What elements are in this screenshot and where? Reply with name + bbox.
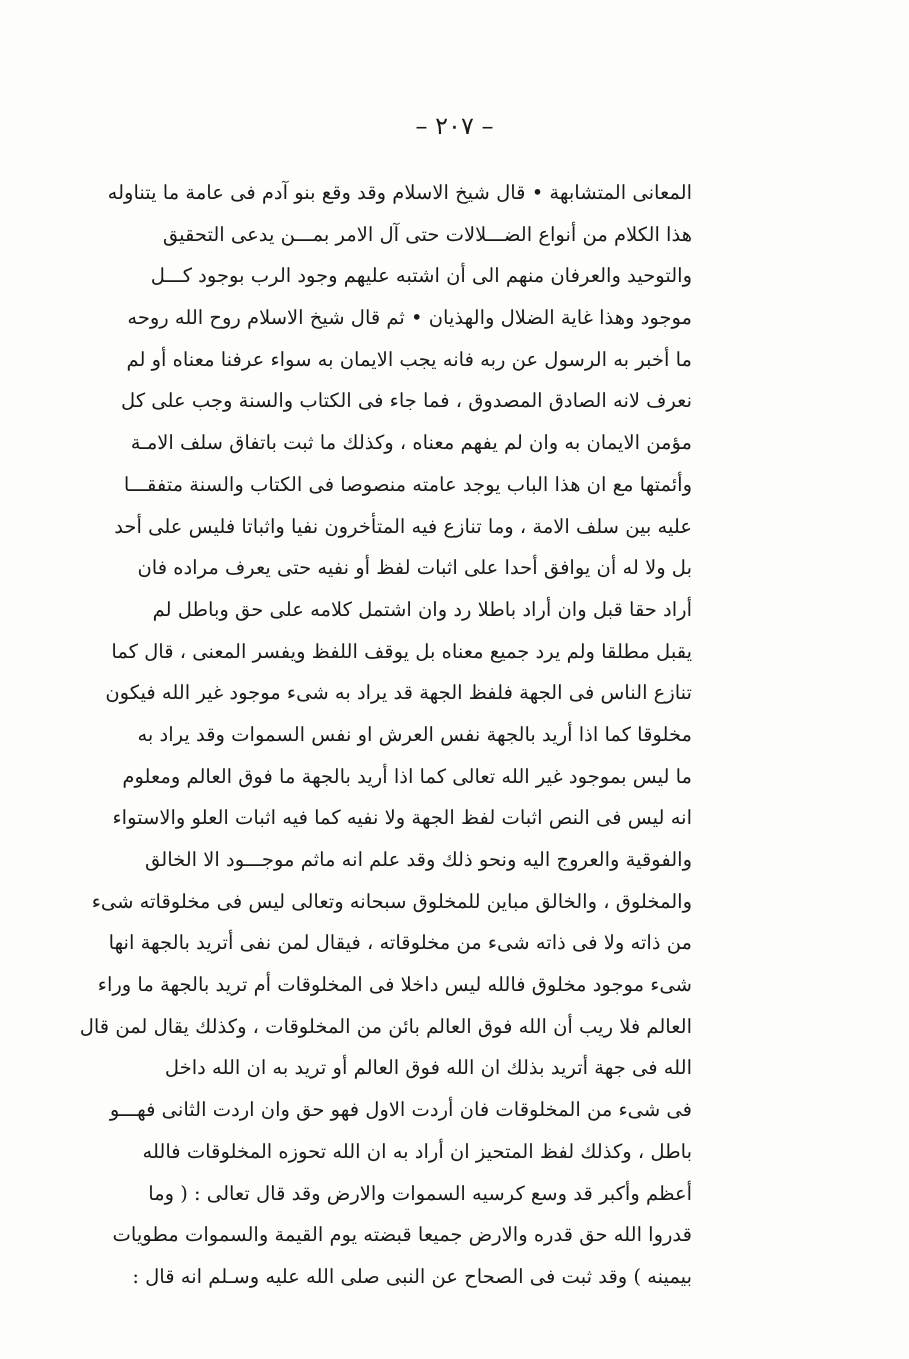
text-line: قدروا الله حق قدره والارض جميعا قبضته يوم القيمة والسموات مطويات (112, 1223, 692, 1247)
page-number: – ٢٠٧ – (415, 112, 494, 140)
text-line: ما ليس بموجود غير الله تعالى كما اذا أريد بالجهة ما فوق العالم ومعلوم (122, 764, 692, 788)
text-line: فى شىء من المخلوقات فان أردت الاول فهو حق وان اردت الثانى فهـــو (109, 1098, 692, 1122)
text-line: موجود وهذا غاية الضلال والهذيان • ثم قال شيخ الاسلام روح الله روحه (127, 306, 692, 330)
text-line: عليه بين سلف الامة ، وما تنازع فيه المتأخرون نفيا واثباتا فليس على أحد (114, 514, 692, 538)
text-line: أراد حقا قبل وان أراد باطلا رد وان اشتمل كلامه على حق وباطل لم (152, 597, 692, 621)
text-line: الله فى جهة أتريد بذلك ان الله فوق العالم أو تريد به ان الله داخل (164, 1056, 692, 1080)
text-line: بيمينه ) وقد ثبت فى الصحاح عن النبى صلى الله عليه وسـلم انه قال : (132, 1264, 692, 1288)
text-line: من ذاته ولا فى ذاته شىء من مخلوقاته ، فيقال لمن نفى أتريد بالجهة انها (108, 931, 692, 955)
text-line: والتوحيد والعرفان منهم الى أن اشتبه عليهم وجود الرب بوجود كـــل (150, 264, 692, 288)
text-line: هذا الكلام من أنواع الضـــلالات حتى آل الامر بمـــن يدعى التحقيق (162, 222, 692, 246)
text-line: ما أخبر به الرسول عن ربه فانه يجب الايمان به سواء عرفنا معناه أو لم (126, 347, 692, 371)
text-line: والفوقية والعروج اليه ونحو ذلك وقد علم انه ماثم موجـــود الا الخالق (145, 848, 692, 871)
text-line: انه ليس فى النص اثبات لفظ الجهة ولا نفيه كما فيه اثبات العلو والاستواء (112, 806, 692, 830)
text-line: وأئمتها مع ان هذا الباب يوجد عامته منصوصا فى الكتاب والسنة متفقـــا (123, 472, 692, 496)
text-line: والمخلوق ، والخالق مباين للمخلوق سبحانه وتعالى ليس فى مخلوقاته شىء (91, 889, 692, 913)
text-line: المعانى المتشابهة • قال شيخ الاسلام وقد وقع بنو آدم فى عامة ما يتناوله (107, 181, 692, 204)
body-text (79, 172, 692, 1298)
text-line: نعرف لانه الصادق المصدوق ، فما جاء فى الكتاب والسنة وجب على كل (121, 389, 692, 413)
text-line: باطل ، وكذلك لفظ المتحيز ان أراد به ان الله تحوزه المخلوقات فالله (142, 1139, 692, 1163)
text-line: بل ولا له أن يوافق أحدا على اثبات لفظ أو نفيه حتى يعرف مراده فان (137, 556, 692, 580)
text-line: العالم فلا ريب أن الله فوق العالم بائن من المخلوقات ، وكذلك يقال لمن قال (79, 1014, 692, 1038)
text-line: يقبل مطلقا ولم يرد جميع معناه بل يوقف اللفظ ويفسر المعنى ، قال كما (111, 639, 692, 663)
text-line: مخلوقا كما اذا أريد بالجهة نفس العرش او نفس السموات وقد يراد به (137, 722, 692, 746)
text-line: تنازع الناس فى الجهة فلفظ الجهة قد يراد به شىء موجود غير الله فيكون (105, 681, 692, 705)
text-line: مؤمن الايمان به وان لم يفهم معناه ، وكذلك ما ثبت باتفاق سلف الامـة (130, 431, 692, 455)
text-line: شىء موجود مخلوق فالله ليس داخلا فى المخلوقات أم تريد بالجهة ما وراء (97, 973, 692, 997)
text-line: أعظم وأكبر قد وسع كرسيه السموات والارض وقد قال تعالى : ( وما (148, 1181, 692, 1205)
